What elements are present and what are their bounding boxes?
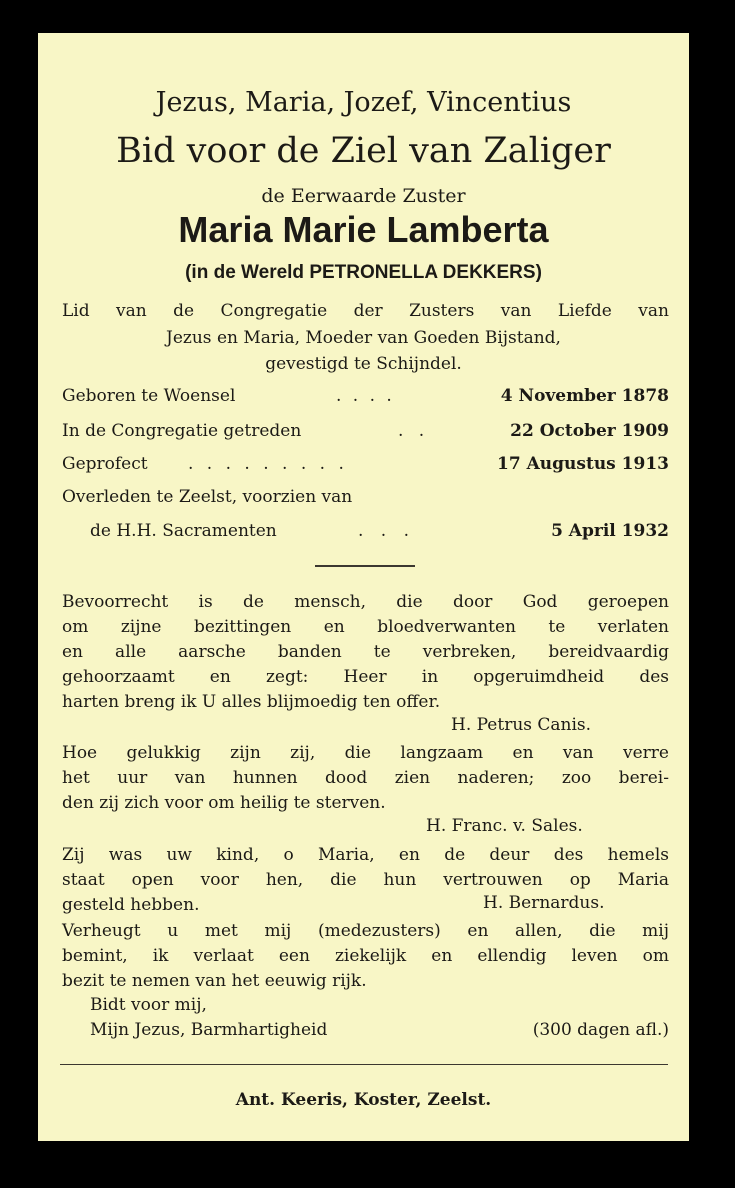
deceased-name: Maria Marie Lamberta [178,209,549,250]
congregation-line-3: gevestigd te Schijndel. [265,354,462,374]
quote-line: harten breng ik U alles blijmoedig ten offer. [62,692,441,712]
quote-author: H. Petrus Canis. [451,715,592,735]
indulgence: (300 dagen afl.) [532,1020,669,1040]
quote-line: Hoe gelukkig zijn zij, die langzaam en van verre [62,743,669,763]
congregation-line-1: Lid van de Congregatie der Zusters van Liefde van [62,301,669,321]
death-line-1: Overleden te Zeelst, voorzien van [62,487,353,507]
quote-author: H. Bernardus. [483,893,605,913]
divider-short [315,565,415,567]
quote-line: het uur van hunnen dood zien naderen; zoo berei- [62,768,669,788]
death-date: 5 April 1932 [551,521,669,541]
quote-author: H. Franc. v. Sales. [426,816,583,836]
prayer-heading: Bid voor de Ziel van Zaliger [116,131,611,171]
closing-line-1: Bidt voor mij, [90,995,207,1015]
closing-line-2: Mijn Jezus, Barmhartigheid [90,1020,328,1040]
memorial-card [38,33,689,1141]
entered-dots: . . [398,421,430,441]
entered-label: In de Congregatie getreden [62,421,302,441]
quote-line: Zij was uw kind, o Maria, en de deur des hemels [62,845,669,865]
quote-line: bezit te nemen van het eeuwig rijk. [62,971,367,991]
quote-line: om zijne bezittingen en bloedverwanten te verlaten [62,617,669,637]
death-label: de H.H. Sacramenten [90,521,277,541]
quote-line: staat open voor hen, die hun vertrouwen op Maria [62,870,669,890]
title-line: de Eerwaarde Zuster [261,185,466,207]
world-name: (in de Wereld PETRONELLA DEKKERS) [185,262,542,283]
quote-line: gesteld hebben. [62,895,200,915]
quote-line: den zij zich voor om heilig te sterven. [62,793,386,813]
quote-line: en alle aarsche banden te verbreken, bereidvaardig [62,642,669,662]
born-date: 4 November 1878 [500,386,669,406]
invocation: Jezus, Maria, Jozef, Vincentius [155,87,572,118]
quote-line: Verheugt u met mij (medezusters) en allen, die mij [62,921,669,941]
entered-date: 22 October 1909 [510,421,669,441]
born-label: Geboren te Woensel [62,386,236,406]
professed-label: Geprofect [62,454,148,474]
quote-line: Bevoorrecht is de mensch, die door God geroepen [62,592,669,612]
born-dots: . . . . [336,386,395,406]
congregation-line-2: Jezus en Maria, Moeder van Goeden Bijstand, [166,328,561,348]
divider-long [60,1064,668,1065]
quote-line: bemint, ik verlaat een ziekelijk en ellendig leven om [62,946,669,966]
death-dots: . . . [358,521,416,541]
professed-dots: . . . . . . . . . [188,454,348,474]
quote-line: gehoorzaamt en zegt: Heer in opgeruimdheid des [62,667,669,687]
professed-date: 17 Augustus 1913 [497,454,669,474]
printer-credit: Ant. Keeris, Koster, Zeelst. [235,1090,492,1110]
